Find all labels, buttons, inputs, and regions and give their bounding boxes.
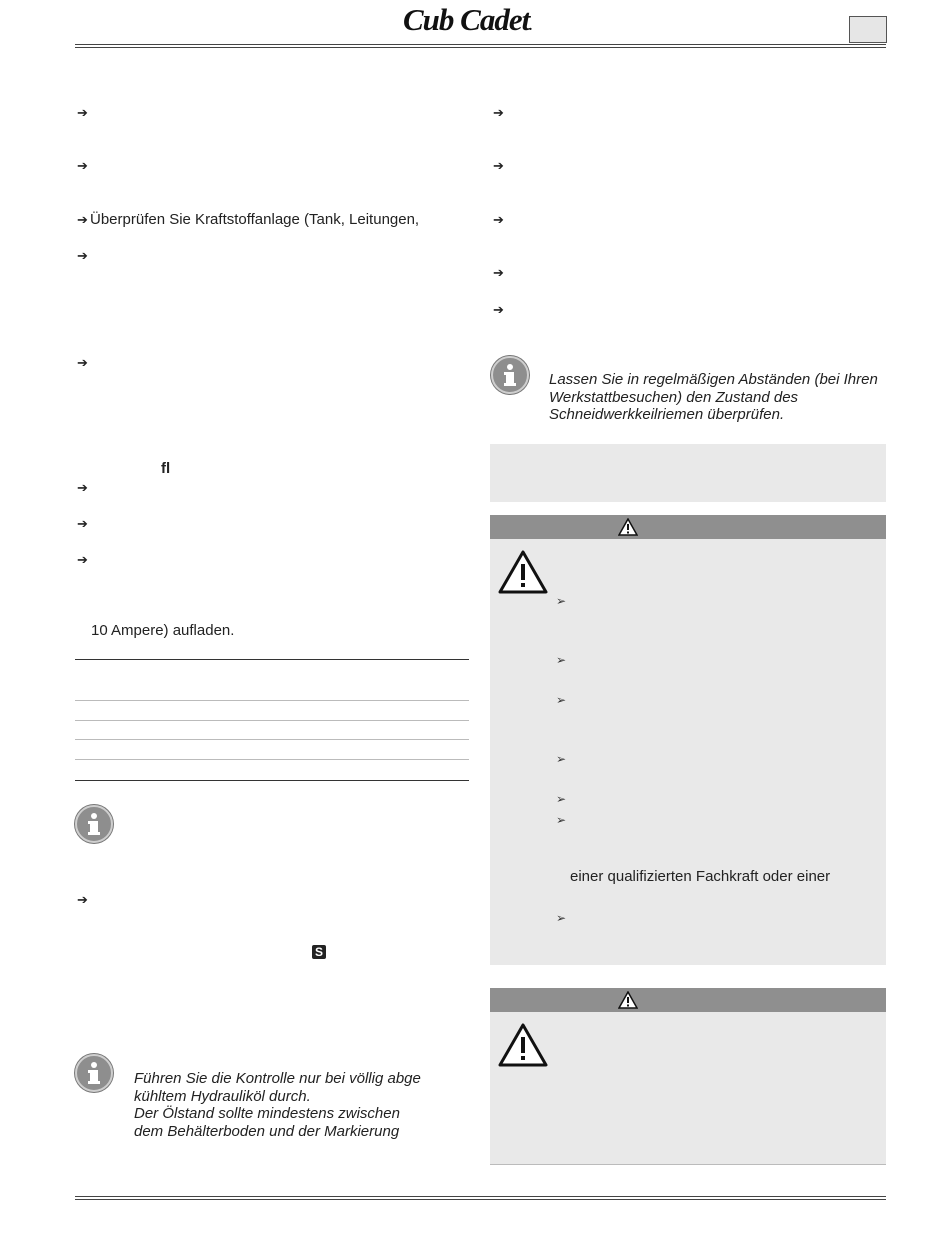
bullet-icon: ➢ bbox=[556, 653, 567, 667]
arrow-icon: ➔ bbox=[77, 892, 88, 907]
info-icon bbox=[75, 1054, 113, 1092]
info-icon bbox=[491, 356, 529, 394]
warning-triangle-icon bbox=[497, 549, 549, 600]
arrow-icon: ➔ bbox=[77, 158, 88, 173]
arrow-icon: ➔ bbox=[77, 552, 88, 567]
table-row-divider bbox=[75, 759, 469, 760]
bullet-icon: ➢ bbox=[556, 594, 567, 608]
qualified-technician-text: einer qualifizierten Fachkraft oder einer bbox=[570, 868, 831, 885]
header-rule-top bbox=[75, 44, 886, 45]
warning-panel bbox=[490, 539, 886, 965]
arrow-icon: ➔ bbox=[493, 212, 504, 227]
belt-inspection-note: Lassen Sie in regelmäßigen Abständen (bei Ihren Werkstattbesuchen) den Zustand des Schneidwerkkeilriemen überprüfen. bbox=[549, 371, 878, 423]
table-row-divider bbox=[75, 739, 469, 740]
arrow-icon: ➔ bbox=[493, 302, 504, 317]
fuel-system-check-text: Überprüfen Sie Kraftstoffanlage (Tank, Leitungen, bbox=[90, 211, 420, 228]
bullet-icon: ➢ bbox=[556, 693, 567, 707]
arrow-icon: ➔ bbox=[77, 355, 88, 370]
arrow-icon: ➔ bbox=[77, 480, 88, 495]
arrow-icon: ➔ bbox=[77, 105, 88, 120]
table-row-divider bbox=[75, 720, 469, 721]
page-number-box bbox=[849, 16, 887, 43]
s-key-badge: S bbox=[312, 945, 326, 959]
hydraulic-oil-note: Führen Sie die Kontrolle nur bei völlig abge kühltem Hydrauliköl durch. Der Ölstand sollte mindestens zwischen dem Behälterboden und der Markierung bbox=[134, 1070, 421, 1140]
warning-header bbox=[490, 515, 886, 539]
table-rule bbox=[75, 780, 469, 781]
arrow-icon: ➔ bbox=[493, 265, 504, 280]
bullet-icon: ➢ bbox=[556, 792, 567, 806]
battery-charge-text: 10 Ampere) aufladen. bbox=[91, 622, 235, 639]
warning-small-icon bbox=[618, 991, 638, 1009]
brand-logo: Cub Cadet. bbox=[403, 2, 532, 37]
footer-rule-bottom bbox=[75, 1199, 886, 1200]
warning-header bbox=[490, 988, 886, 1012]
warning-panel bbox=[490, 1012, 886, 1164]
arrow-icon: ➔ bbox=[493, 105, 504, 120]
info-icon bbox=[75, 805, 113, 843]
bullet-icon: ➢ bbox=[556, 813, 567, 827]
arrow-icon: ➔ bbox=[77, 212, 88, 227]
arrow-icon: ➔ bbox=[493, 158, 504, 173]
warning-triangle-icon bbox=[497, 1022, 549, 1073]
fl-fragment: fl bbox=[161, 460, 171, 477]
footer-rule-top bbox=[75, 1196, 886, 1197]
table-row-divider bbox=[75, 700, 469, 701]
warning-small-icon bbox=[618, 518, 638, 536]
header-rule-bottom bbox=[75, 47, 886, 48]
bullet-icon: ➢ bbox=[556, 911, 567, 925]
panel-bottom-rule bbox=[490, 1164, 886, 1165]
bullet-icon: ➢ bbox=[556, 752, 567, 766]
table-rule bbox=[75, 659, 469, 660]
grey-info-panel bbox=[490, 444, 886, 502]
arrow-icon: ➔ bbox=[77, 516, 88, 531]
arrow-icon: ➔ bbox=[77, 248, 88, 263]
